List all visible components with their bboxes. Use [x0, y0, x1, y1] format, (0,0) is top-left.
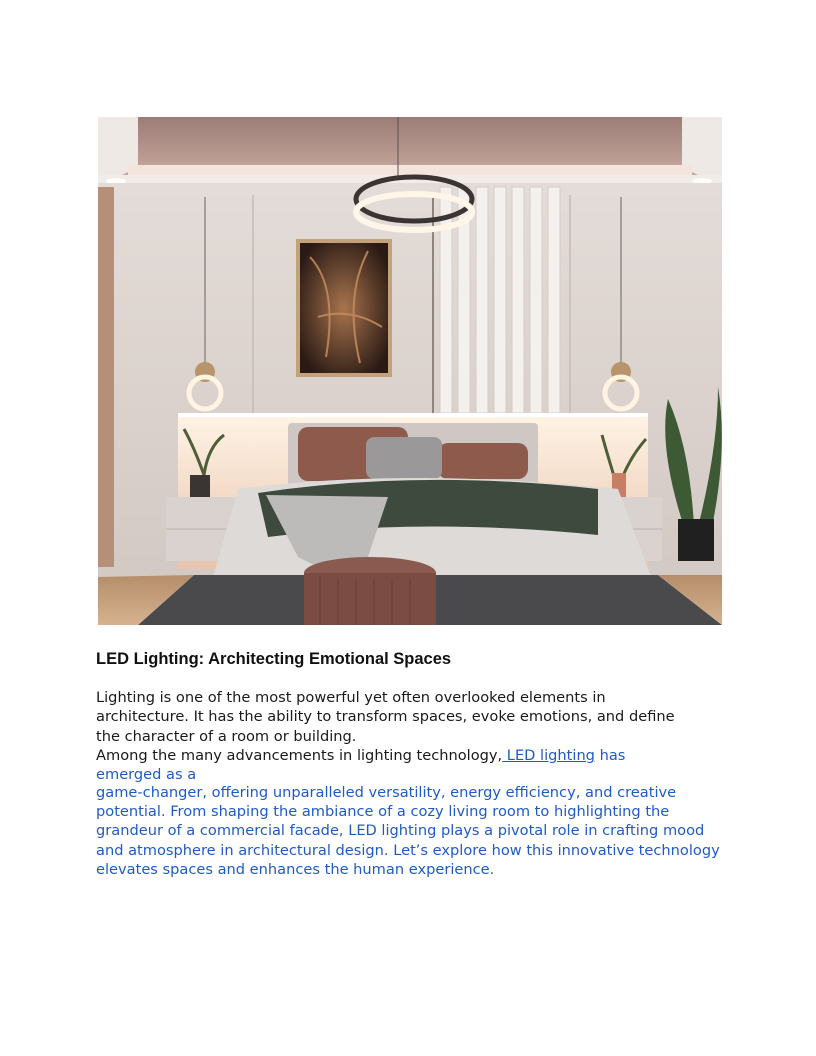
- paragraph-line: architecture. It has the ability to transform spaces, evoke emotions, and define: [96, 708, 675, 726]
- paragraph-line: Lighting is one of the most powerful yet often overlooked elements in: [96, 689, 606, 706]
- paragraph-text: has: [594, 747, 626, 765]
- paragraph-line: game-changer, offering unparalleled versatility, energy efficiency, and creative: [96, 783, 677, 801]
- led-lighting-link[interactable]: LED lighting: [502, 747, 595, 765]
- bedroom-illustration: [98, 117, 722, 625]
- paragraph-line: emerged as a: [96, 765, 197, 783]
- article-image: [98, 117, 722, 625]
- paragraph-line: grandeur of a commercial facade, LED lighting plays a pivotal role in crafting mood: [96, 822, 705, 840]
- paragraph-line: and atmosphere in architectural design. Let’s explore how this innovative technology: [96, 841, 720, 859]
- article-paragraph: [96, 688, 736, 880]
- paragraph-line: potential. From shaping the ambiance of a cozy living room to highlighting the: [96, 803, 670, 821]
- paragraph-line: elevates spaces and enhances the human experience.: [96, 861, 495, 879]
- paragraph-text: Among the many advancements in lighting technology,: [96, 747, 503, 765]
- paragraph-line-with-link: [96, 746, 736, 765]
- paragraph-line: the character of a room or building.: [96, 727, 357, 745]
- article-heading: LED Lighting: Architecting Emotional Spaces: [96, 650, 452, 668]
